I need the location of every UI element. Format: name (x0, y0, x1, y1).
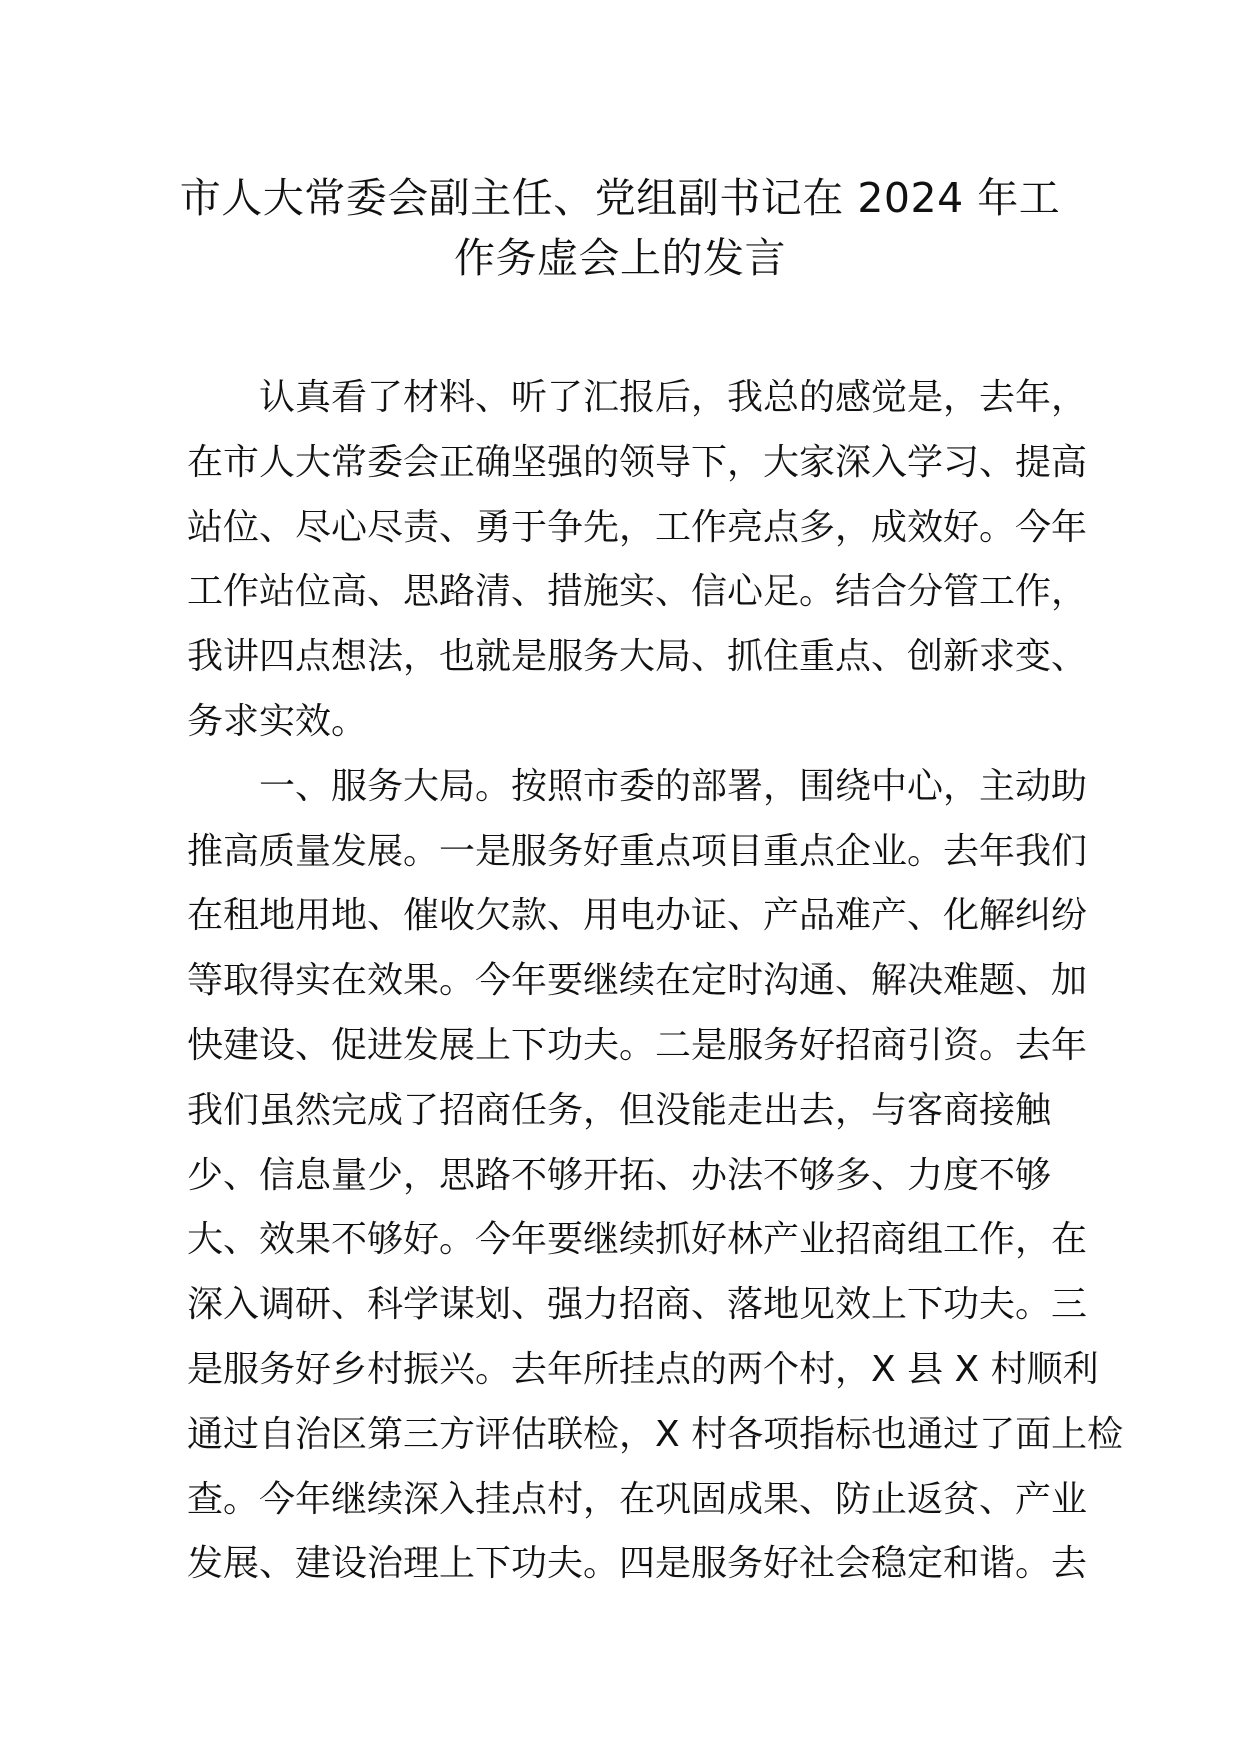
paragraph-line: 推高质量发展。一是服务好重点项目重点企业。去年我们 (187, 830, 1088, 872)
document-title (150, 168, 1090, 288)
paragraph-line: 一、服务大局。按照市委的部署，围绕中心，主动助 (259, 765, 1088, 807)
paragraph-line: 等取得实在效果。今年要继续在定时沟通、解决难题、加 (187, 960, 1088, 1002)
paragraph-line: 我们虽然完成了招商任务，但没能走出去，与客商接触 (187, 1089, 1052, 1131)
paragraph-line: 工作站位高、思路清、措施实、信心足。结合分管工作， (187, 571, 1088, 613)
paragraph-line: 是服务好乡村振兴。去年所挂点的两个村，X 县 X 村顺利 (187, 1348, 1099, 1390)
title-line: 市人大常委会副主任、党组副书记在 2024 年工 (179, 174, 1061, 222)
document-body (187, 366, 1124, 1597)
title-line: 作务虚会上的发言 (454, 234, 786, 282)
paragraph-line: 通过自治区第三方评估联检，X 村各项指标也通过了面上检 (187, 1413, 1124, 1455)
paragraph-line: 查。今年继续深入挂点村，在巩固成果、防止返贫、产业 (187, 1478, 1088, 1520)
paragraph-line: 在市人大常委会正确坚强的领导下，大家深入学习、提高 (187, 441, 1088, 483)
paragraph-line: 发展、建设治理上下功夫。四是服务好社会稳定和谐。去 (187, 1543, 1088, 1585)
paragraph-line: 认真看了材料、听了汇报后，我总的感觉是，去年， (259, 377, 1088, 418)
paragraph-line: 在租地用地、催收欠款、用电办证、产品难产、化解纠纷 (187, 895, 1088, 937)
paragraph-line: 深入调研、科学谋划、强力招商、落地见效上下功夫。三 (187, 1284, 1088, 1326)
paragraph-line: 快建设、促进发展上下功夫。二是服务好招商引资。去年 (187, 1024, 1088, 1066)
paragraph-line: 站位、尽心尽责、勇于争先，工作亮点多，成效好。今年 (187, 506, 1088, 548)
paragraph-line: 少、信息量少，思路不够开拓、办法不够多、力度不够 (187, 1154, 1052, 1196)
paragraph-line: 我讲四点想法，也就是服务大局、抓住重点、创新求变、 (187, 636, 1088, 678)
paragraph-line: 务求实效。 (187, 700, 368, 742)
paragraph-line: 大、效果不够好。今年要继续抓好林产业招商组工作，在 (187, 1219, 1088, 1261)
